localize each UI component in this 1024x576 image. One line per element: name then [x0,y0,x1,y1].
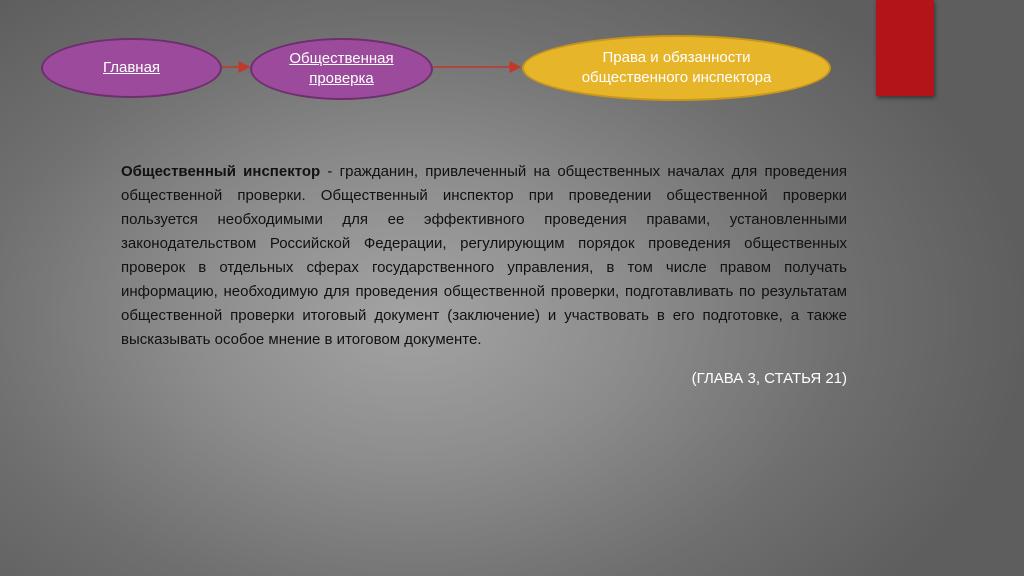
public-check-link[interactable] [250,38,433,100]
home-link-label: Главная [102,59,161,76]
definition-paragraph [121,160,847,352]
public-check-label-line1: Общественная [289,50,394,67]
rights-duties-node [522,35,831,101]
definition-term: Общественный инспектор [121,163,321,180]
public-check-link-label [289,49,393,89]
rights-label-line1: Права и обязанности [602,49,751,66]
home-link[interactable] [41,38,222,98]
public-check-label-line2: проверка [309,70,374,87]
law-reference: (ГЛАВА 3, СТАТЬЯ 21) [691,370,847,387]
rights-label-line2: общественного инспектора [581,69,772,86]
rights-duties-label [582,48,772,88]
definition-body: - гражданин, привлеченный на общественных началах для проведения общественной проверки. Общественный инспектор при проведении общественной проверки пользуется необходимыми для ее эффективного проведения правами, установленными законодательством Российской Федерации, регулирующим порядок проведения общественных проверок в отдельных сферах государственного управления, в том числе правом получать информацию, необходимую для проведения общественной проверки, подготавливать по результатам общественной проверки итоговый документ (заключение) и участвовать в его подготовке, а также высказывать особое мнение в итоговом документе. [121,163,847,348]
